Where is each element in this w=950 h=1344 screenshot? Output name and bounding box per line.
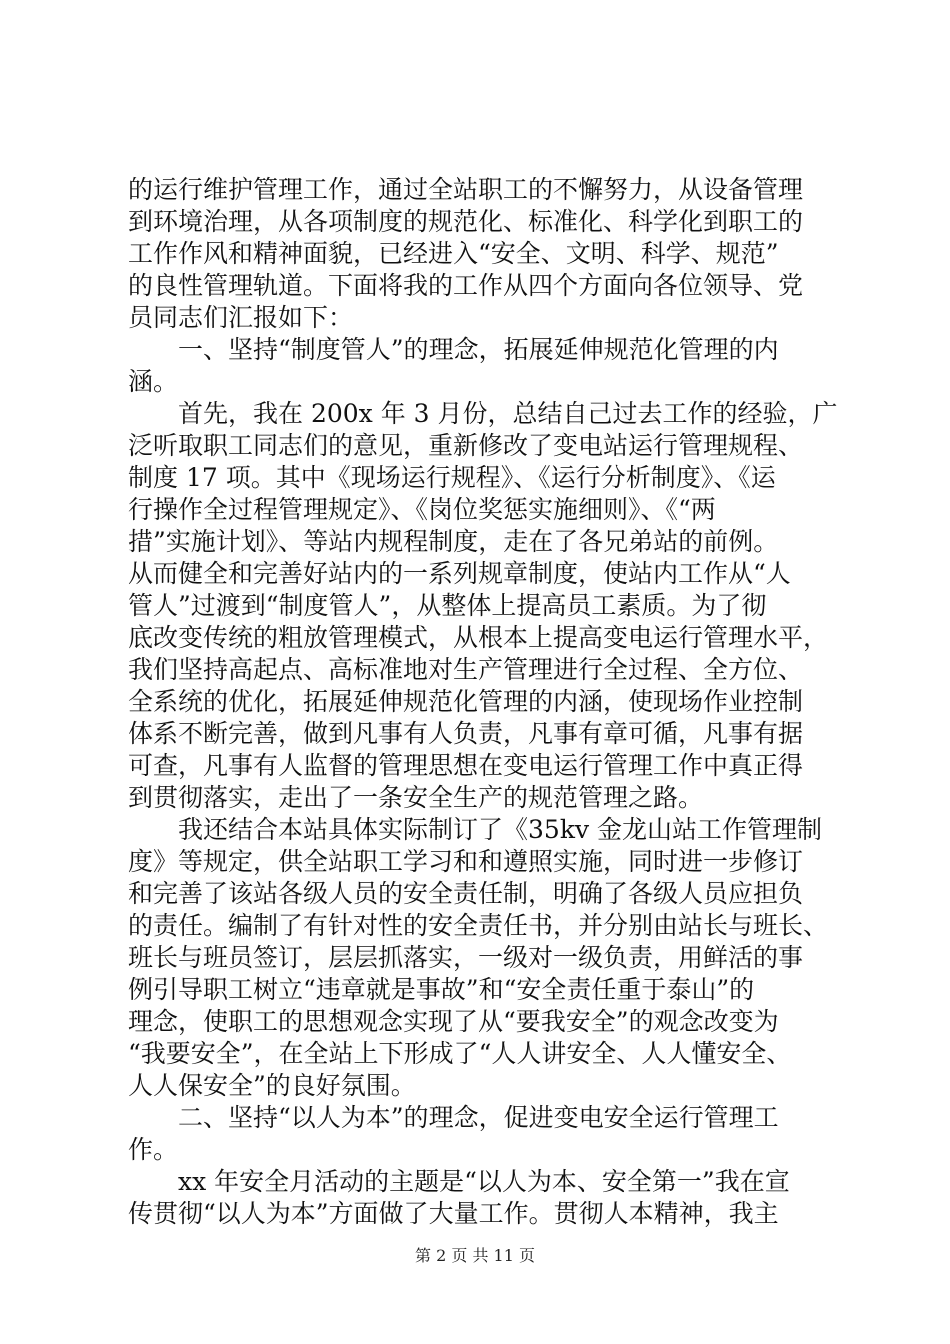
document-body: [128, 174, 840, 1230]
text-line: 我还结合本站具体实际制订了《35kv 金龙山站工作管理制: [128, 815, 823, 844]
text-line: 我们坚持高起点、高标准地对生产管理进行全过程、全方位、: [128, 655, 804, 684]
text-line: 底改变传统的粗放管理模式，从根本上提高变电运行管理水平，: [128, 623, 829, 652]
text-line: 的责任。编制了有针对性的安全责任书，并分别由站长与班长、: [128, 911, 829, 940]
text-line: 工作作风和精神面貌，已经进入“安全、文明、科学、规范”: [128, 239, 779, 268]
text-line: 制度 17 项。其中《现场运行规程》、《运行分析制度》、《运: [128, 463, 776, 492]
page-footer: [0, 1246, 950, 1266]
text-line: 体系不断完善，做到凡事有人负责，凡事有章可循，凡事有据: [128, 719, 804, 748]
text-line: 泛听取职工同志们的意见，重新修改了变电站运行管理规程、: [128, 431, 804, 460]
text-line: 理念，使职工的思想观念实现了从“要我安全”的观念改变为: [128, 1007, 779, 1036]
text-line: 员同志们汇报如下：: [128, 303, 354, 332]
text-line: 行操作全过程管理规定》、《岗位奖惩实施细则》、《“两: [128, 495, 716, 524]
text-line: 可查，凡事有人监督的管理思想在变电运行管理工作中真正得: [128, 751, 804, 780]
section-heading-line: 二、坚持“以人为本”的理念，促进变电安全运行管理工: [128, 1103, 779, 1132]
text-line: 度》等规定，供全站职工学习和和遵照实施，同时进一步修订: [128, 847, 804, 876]
section-heading-line: 一、坚持“制度管人”的理念，拓展延伸规范化管理的内: [128, 335, 779, 364]
text-line: 措”实施计划》、等站内规程制度，走在了各兄弟站的前例。: [128, 527, 779, 556]
text-line: 到环境治理，从各项制度的规范化、标准化、科学化到职工的: [128, 207, 804, 236]
page-number: 第 2 页 共 11 页: [415, 1246, 535, 1265]
text-line: 的运行维护管理工作，通过全站职工的不懈努力，从设备管理: [128, 175, 804, 204]
text-line: “我要安全”，在全站上下形成了“人人讲安全、人人懂安全、: [128, 1039, 792, 1068]
text-line: 传贯彻“以人为本”方面做了大量工作。贯彻人本精神，我主: [128, 1199, 779, 1228]
text-line: xx 年安全月活动的主题是“以人为本、安全第一”我在宣: [128, 1167, 790, 1196]
section-heading-line: 涵。: [128, 367, 179, 396]
text-line: 全系统的优化，拓展延伸规范化管理的内涵，使现场作业控制: [128, 687, 804, 716]
section-heading-line: 作。: [128, 1135, 179, 1164]
text-line: 到贯彻落实，走出了一条安全生产的规范管理之路。: [128, 783, 704, 812]
text-line: 和完善了该站各级人员的安全责任制，明确了各级人员应担负: [128, 879, 804, 908]
text-line: 人人保安全”的良好氛围。: [128, 1071, 416, 1100]
text-line: 管人”过渡到“制度管人”，从整体上提高员工素质。为了彻: [128, 591, 767, 620]
text-line: 的良性管理轨道。下面将我的工作从四个方面向各位领导、党: [128, 271, 804, 300]
text-line: 例引导职工树立“违章就是事故”和“安全责任重于泰山”的: [128, 975, 755, 1004]
text-line: 首先，我在 200x 年 3 月份，总结自己过去工作的经验，广: [128, 399, 838, 428]
text-line: 从而健全和完善好站内的一系列规章制度，使站内工作从“人: [128, 559, 791, 588]
text-line: 班长与班员签订，层层抓落实，一级对一级负责，用鲜活的事: [128, 943, 804, 972]
